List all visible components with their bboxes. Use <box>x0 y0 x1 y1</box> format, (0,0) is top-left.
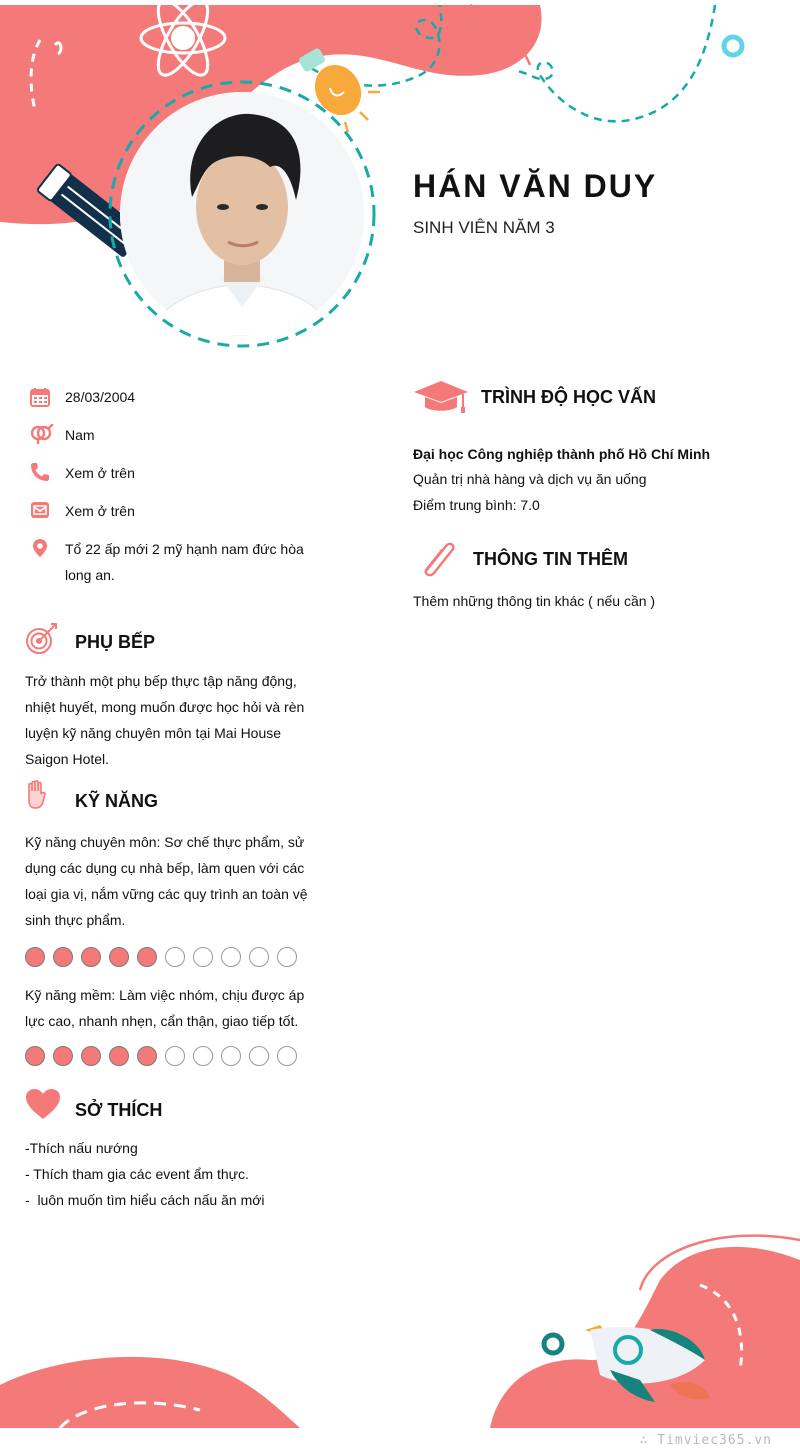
hobby-item: -Thích nấu nướng <box>25 1140 138 1156</box>
rating-dot-empty <box>277 1046 297 1066</box>
objective-line: Saigon Hotel. <box>25 751 110 767</box>
rating-dot-empty <box>249 947 269 967</box>
gender-value: Nam <box>65 427 95 443</box>
soft-skill-line: Kỹ năng mềm: Làm việc nhóm, chịu được áp <box>25 987 305 1003</box>
hard-skill-line: sinh thực phẩm. <box>25 912 126 928</box>
rating-dot-filled <box>81 1046 101 1066</box>
education-gpa: Điểm trung bình: 7.0 <box>413 497 540 513</box>
rating-dot-filled <box>53 947 73 967</box>
rating-dot-empty <box>165 1046 185 1066</box>
education-major: Quản trị nhà hàng và dịch vụ ăn uống <box>413 471 647 487</box>
rating-dot-empty <box>221 947 241 967</box>
bottom-left-blob <box>0 1357 300 1428</box>
objective-line: luyện kỹ năng chuyên môn tại Mai House <box>25 725 282 741</box>
hard-skill-line: loại gia vị, nắm vững các quy trình an toàn vệ <box>25 886 308 902</box>
hard-skill-line: Kỹ năng chuyên môn: Sơ chế thực phẩm, sử <box>25 834 305 850</box>
gender-icon <box>30 424 54 444</box>
rating-dot-filled <box>25 1046 45 1066</box>
birthday-value: 28/03/2004 <box>65 389 136 405</box>
rating-dot-filled <box>109 1046 129 1066</box>
objective-title: PHỤ BẾP <box>75 632 156 652</box>
education-title: TRÌNH ĐỘ HỌC VẤN <box>481 387 656 407</box>
hard-skill-line: dụng các dụng cụ nhà bếp, làm quen với các <box>25 860 305 876</box>
ring-icon <box>724 37 742 55</box>
hand-icon <box>25 780 47 810</box>
target-icon <box>25 622 59 656</box>
paperclip-icon <box>416 538 458 578</box>
rating-dot-filled <box>137 947 157 967</box>
objective-line: nhiệt huyết, mong muốn được học hỏi và rèn <box>25 699 305 715</box>
candidate-subtitle: SINH VIÊN NĂM 3 <box>413 218 555 237</box>
rating-dot-filled <box>25 947 45 967</box>
hobbies-title: SỞ THÍCH <box>75 1100 163 1120</box>
rating-dot-empty <box>221 1046 241 1066</box>
soft-skill-line: lực cao, nhanh nhẹn, cẩn thận, giao tiếp tốt. <box>25 1013 299 1029</box>
calendar-icon <box>30 387 50 407</box>
rating-dot-filled <box>81 947 101 967</box>
soft-skill-rating <box>25 1046 297 1066</box>
graduation-cap-icon <box>413 380 469 414</box>
address-line-1: Tổ 22 ấp mới 2 mỹ hạnh nam đức hòa <box>65 541 304 557</box>
rating-dot-empty <box>193 947 213 967</box>
soft-skills-text <box>25 982 318 1034</box>
email-icon <box>30 500 50 520</box>
rating-dot-empty <box>193 1046 213 1066</box>
hobby-item: - luôn muốn tìm hiểu cách nấu ăn mới <box>25 1192 265 1208</box>
hard-skill-rating <box>25 947 297 967</box>
hobby-item: - Thích tham gia các event ẩm thực. <box>25 1166 249 1182</box>
education-school: Đại học Công nghiệp thành phố Hồ Chí Minh <box>413 446 711 462</box>
rating-dot-empty <box>277 947 297 967</box>
rating-dot-filled <box>53 1046 73 1066</box>
phone-value: Xem ở trên <box>65 465 135 481</box>
profile-photo-frame <box>110 82 374 346</box>
email-value: Xem ở trên <box>65 503 135 519</box>
avatar-illustration <box>120 92 364 336</box>
objective-text <box>25 668 318 772</box>
extra-title: THÔNG TIN THÊM <box>473 549 628 569</box>
profile-photo <box>120 92 364 336</box>
extra-text: Thêm những thông tin khác ( nếu cần ) <box>413 593 656 609</box>
heart-icon <box>25 1088 61 1120</box>
phone-icon <box>30 462 50 482</box>
skills-title: KỸ NĂNG <box>75 791 159 811</box>
candidate-name: HÁN VĂN DUY <box>413 168 658 204</box>
rating-dot-filled <box>109 947 129 967</box>
rating-dot-empty <box>249 1046 269 1066</box>
watermark: ∴ Timviec365.vn <box>639 1433 772 1448</box>
objective-line: Trở thành một phụ bếp thực tập năng động, <box>25 673 297 689</box>
location-pin-icon <box>30 538 50 558</box>
rating-dot-empty <box>165 947 185 967</box>
rating-dot-filled <box>137 1046 157 1066</box>
address-line-2: long an. <box>65 567 115 583</box>
hard-skills-text <box>25 829 318 933</box>
